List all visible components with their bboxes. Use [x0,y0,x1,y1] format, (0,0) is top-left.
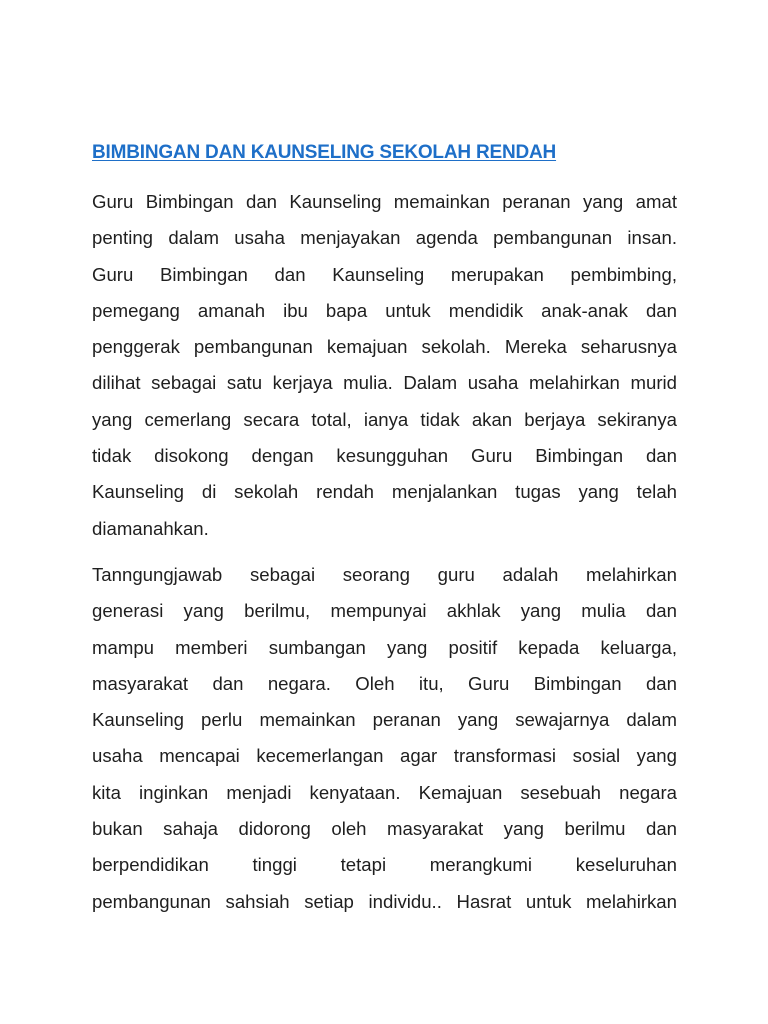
text-line: masyarakat dan negara. Oleh itu, Guru Bimbingan dan [92,672,677,694]
text-line: dilihat sebagai satu kerjaya mulia. Dalam usaha melahirkan murid [92,372,677,394]
text-line: berpendidikan tinggi tetapi merangkumi keseluruhan [92,854,677,876]
text-line: generasi yang berilmu, mempunyai akhlak yang mulia dan [92,600,677,622]
text-line: usaha mencapai kecemerlangan agar transformasi sosial yang [92,745,677,767]
text-line: yang cemerlang secara total, ianya tidak akan berjaya sekiranya [92,408,677,430]
text-line: penggerak pembangunan kemajuan sekolah. Mereka seharusnya [92,336,677,358]
text-line: Guru Bimbingan dan Kaunseling memainkan peranan yang amat [92,191,677,212]
paragraph-1 [92,184,677,547]
text-line: Guru Bimbingan dan Kaunseling merupakan pembimbing, [92,263,677,285]
text-line: Kaunseling perlu memainkan peranan yang sewajarnya dalam [92,709,677,731]
text-line: penting dalam usaha menjayakan agenda pembangunan insan. [92,227,677,249]
text-line: bukan sahaja didorong oleh masyarakat yang berilmu dan [92,818,677,840]
text-line: Kaunseling di sekolah rendah menjalankan tugas yang telah [92,481,677,503]
text-line: tidak disokong dengan kesungguhan Guru Bimbingan dan [92,445,677,467]
document-title-link[interactable]: BIMBINGAN DAN KAUNSELING SEKOLAH RENDAH [92,142,557,163]
document-page [92,141,677,920]
text-line: mampu memberi sumbangan yang positif kepada keluarga, [92,636,677,658]
text-line: pemegang amanah ibu bapa untuk mendidik anak-anak dan [92,299,677,321]
paragraph-2 [92,557,677,920]
text-line: pembangunan sahsiah setiap individu.. Hasrat untuk melahirkan [92,890,677,912]
text-line: diamanahkan. [92,517,209,539]
text-line: kita inginkan menjadi kenyataan. Kemajuan sesebuah negara [92,781,677,803]
text-line: Tanngungjawab sebagai seorang guru adalah melahirkan [92,563,677,585]
